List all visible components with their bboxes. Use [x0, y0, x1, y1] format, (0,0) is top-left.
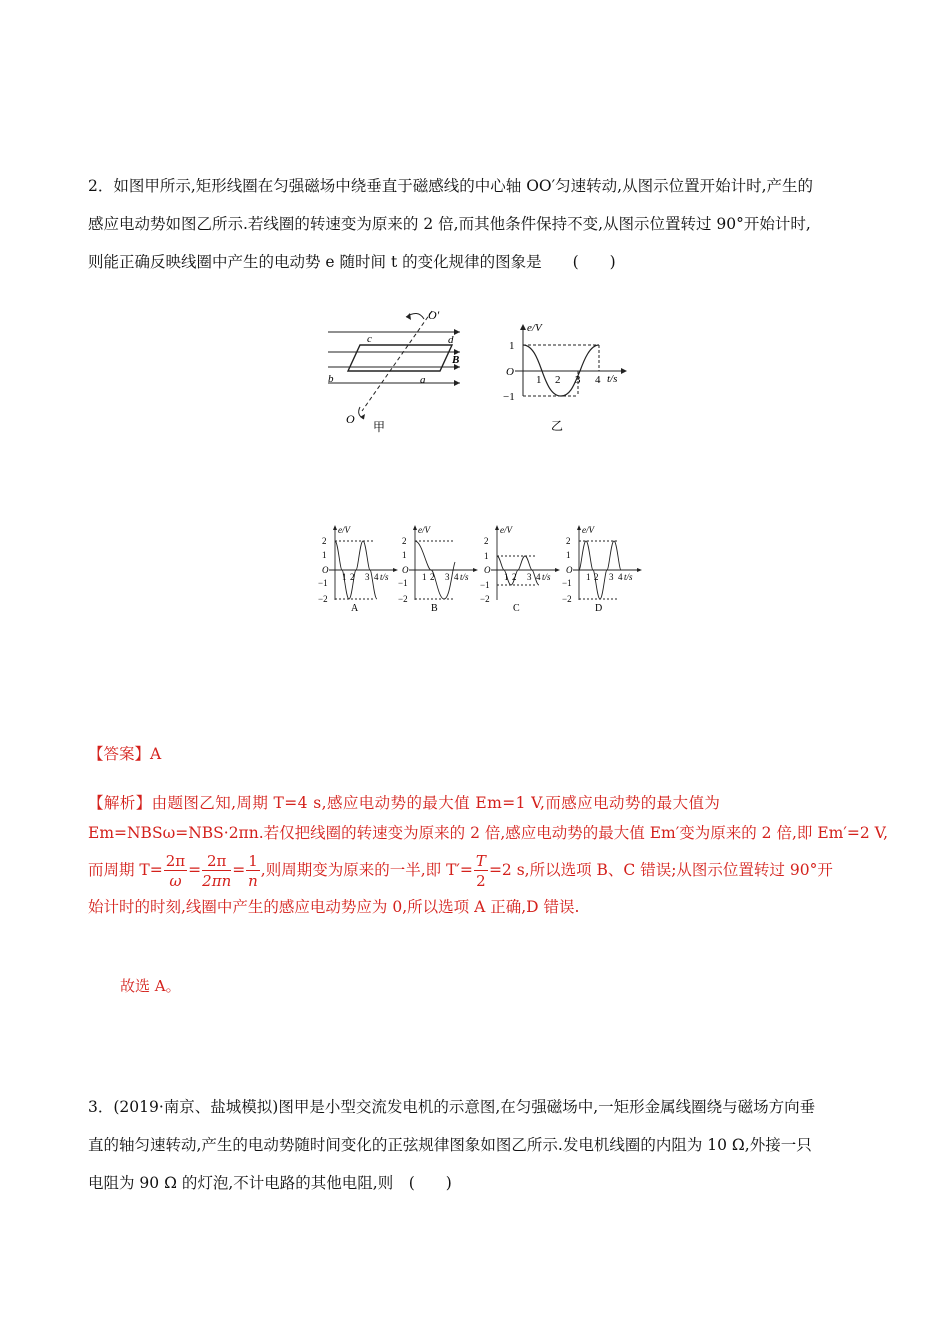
question-3 [88, 1088, 868, 1202]
analysis-l3-b: ,则周期变为原来的一半,即 T′= [260, 861, 473, 879]
answer [88, 740, 161, 768]
q3-line-1: 3．(2019·南京、盐城模拟)图甲是小型交流发电机的示意图,在匀强磁场中,一矩形金属线圈绕与磁场方向垂 [88, 1098, 816, 1116]
fraction-t-2: $\frac{T}{2}$ [475, 851, 486, 890]
option-c-graph[interactable] [480, 522, 564, 617]
analysis [88, 788, 889, 922]
a-xtick-4: 4 [374, 572, 379, 582]
a-origin: O [322, 565, 329, 575]
analysis-line-3: 而周期 T= $\frac{2\pi}{\omega}$ = $\frac{2\pi}{2\pi n}$ = $\frac{1}{n}$ ,则周期变为原来的一半,即 T′= $\frac{T}{2}$ =2 s,所以选项 B、C 错误;从图示位置转过 90°开 [88, 851, 833, 890]
option-a-graph[interactable] [318, 522, 402, 617]
label-o-prime: O′ [428, 308, 440, 322]
option-d-label: D [595, 603, 603, 614]
conclusion [120, 975, 181, 996]
c-ytick-neg2: −2 [480, 594, 490, 604]
yi-xlabel: t/s [607, 373, 618, 385]
analysis-l3-c: =2 s,所以选项 B、C 错误;从图示位置转过 90°开 [488, 861, 833, 879]
caption-yi: 乙 [551, 419, 564, 433]
b-xtick-3: 3 [445, 572, 450, 582]
option-b-label: B [431, 603, 438, 614]
option-graphs [318, 522, 658, 617]
a-xtick-2: 2 [350, 572, 355, 582]
d-xtick-3: 3 [609, 572, 614, 582]
b-ylabel: e/V [418, 525, 430, 535]
label-o: O [346, 412, 355, 426]
b-origin: O [402, 565, 409, 575]
yi-xtick-4: 4 [595, 374, 601, 386]
q2-line-2: 感应电动势如图乙所示.若线圈的转速变为原来的 2 倍,而其他条件保持不变,从图示位置转过 90°开始计时, [88, 215, 811, 233]
d-ytick-1: 1 [566, 550, 571, 560]
fraction-2pi-omega: $\frac{2\pi}{\omega}$ [165, 851, 186, 890]
b-ytick-1: 1 [402, 550, 407, 560]
yi-ytick-1: 1 [509, 340, 515, 352]
b-xtick-2: 2 [430, 572, 435, 582]
d-ylabel: e/V [582, 525, 594, 535]
yi-xtick-2: 2 [555, 374, 561, 386]
q3-line-2: 直的轴匀速转动,产生的电动势随时间变化的正弦规律图象如图乙所示.发电机线圈的内阻为 10 Ω,外接一只 [88, 1136, 812, 1154]
c-xtick-2: 2 [512, 572, 517, 582]
b-xtick-1: 1 [422, 572, 427, 582]
d-ytick-2: 2 [566, 536, 571, 546]
d-xlabel: t/s [624, 572, 633, 582]
d-xtick-4: 4 [618, 572, 623, 582]
b-ytick-2: 2 [402, 536, 407, 546]
fraction-1-n: $\frac{1}{n}$ [248, 851, 258, 890]
a-ytick-1: 1 [322, 550, 327, 560]
question-2 [88, 167, 868, 281]
answer-text: 【答案】A [88, 745, 162, 763]
a-xlabel: t/s [380, 572, 389, 582]
c-ytick-neg1: −1 [480, 580, 490, 590]
c-ytick-1: 1 [484, 551, 489, 561]
analysis-l3-a: 而周期 T= [88, 861, 163, 879]
q3-line-3: 电阻为 90 Ω 的灯泡,不计电路的其他电阻,则 ( ) [88, 1174, 452, 1192]
a-xtick-3: 3 [365, 572, 370, 582]
a-ylabel: e/V [338, 525, 350, 535]
option-b-graph[interactable] [398, 522, 482, 617]
d-origin: O [566, 565, 573, 575]
c-origin: O [484, 565, 491, 575]
a-ytick-2: 2 [322, 536, 327, 546]
label-b: b [328, 373, 334, 385]
caption-jia: 甲 [373, 420, 386, 434]
q2-line-3: 则能正确反映线圈中产生的电动势 e 随时间 t 的变化规律的图象是 ( ) [88, 253, 616, 271]
label-b-field: B [452, 354, 460, 366]
b-xlabel: t/s [460, 572, 469, 582]
yi-origin: O [506, 366, 514, 378]
figure-yi [495, 318, 635, 436]
a-ytick-neg2: −2 [318, 594, 328, 604]
c-xtick-1: 1 [504, 572, 509, 582]
b-xtick-4: 4 [454, 572, 459, 582]
yi-ytick-neg1: −1 [503, 391, 515, 403]
a-xtick-1: 1 [342, 572, 347, 582]
d-xtick-1: 1 [586, 572, 591, 582]
d-ytick-neg1: −1 [562, 578, 572, 588]
c-xlabel: t/s [542, 572, 551, 582]
figure-jia [320, 305, 470, 435]
option-a-label: A [351, 603, 359, 614]
c-ytick-2: 2 [484, 536, 489, 546]
c-xtick-4: 4 [536, 572, 541, 582]
analysis-line-4: 始计时的时刻,线圈中产生的感应电动势应为 0,所以选项 A 正确,D 错误. [88, 898, 580, 916]
option-d-graph[interactable] [562, 522, 646, 617]
label-d: d [448, 334, 454, 346]
analysis-line-2: Em=NBSω=NBS·2πn.若仅把线圈的转速变为原来的 2 倍,感应电动势的最大值 Em′变为原来的 2 倍,即 Em′=2 V, [88, 824, 889, 842]
b-ytick-neg2: −2 [398, 594, 408, 604]
d-xtick-2: 2 [594, 572, 599, 582]
q2-line-1: 2．如图甲所示,矩形线圈在匀强磁场中绕垂直于磁感线的中心轴 OO′匀速转动,从图示位置开始计时,产生的 [88, 177, 814, 195]
analysis-line-1: 【解析】由题图乙知,周期 T=4 s,感应电动势的最大值 Em=1 V,而感应电动势的最大值为 [88, 794, 721, 812]
b-ytick-neg1: −1 [398, 578, 408, 588]
c-xtick-3: 3 [527, 572, 532, 582]
option-c-label: C [513, 603, 520, 614]
conclusion-text: 故选 A。 [120, 977, 181, 995]
c-ylabel: e/V [500, 525, 512, 535]
label-a: a [420, 374, 426, 386]
fraction-2pi-2pin: $\frac{2\pi}{2\pi n}$ [202, 851, 232, 890]
yi-xtick-1: 1 [536, 374, 542, 386]
yi-xtick-3: 3 [575, 374, 581, 386]
a-ytick-neg1: −1 [318, 578, 328, 588]
d-ytick-neg2: −2 [562, 594, 572, 604]
yi-ylabel: e/V [527, 322, 542, 334]
label-c: c [367, 333, 372, 345]
